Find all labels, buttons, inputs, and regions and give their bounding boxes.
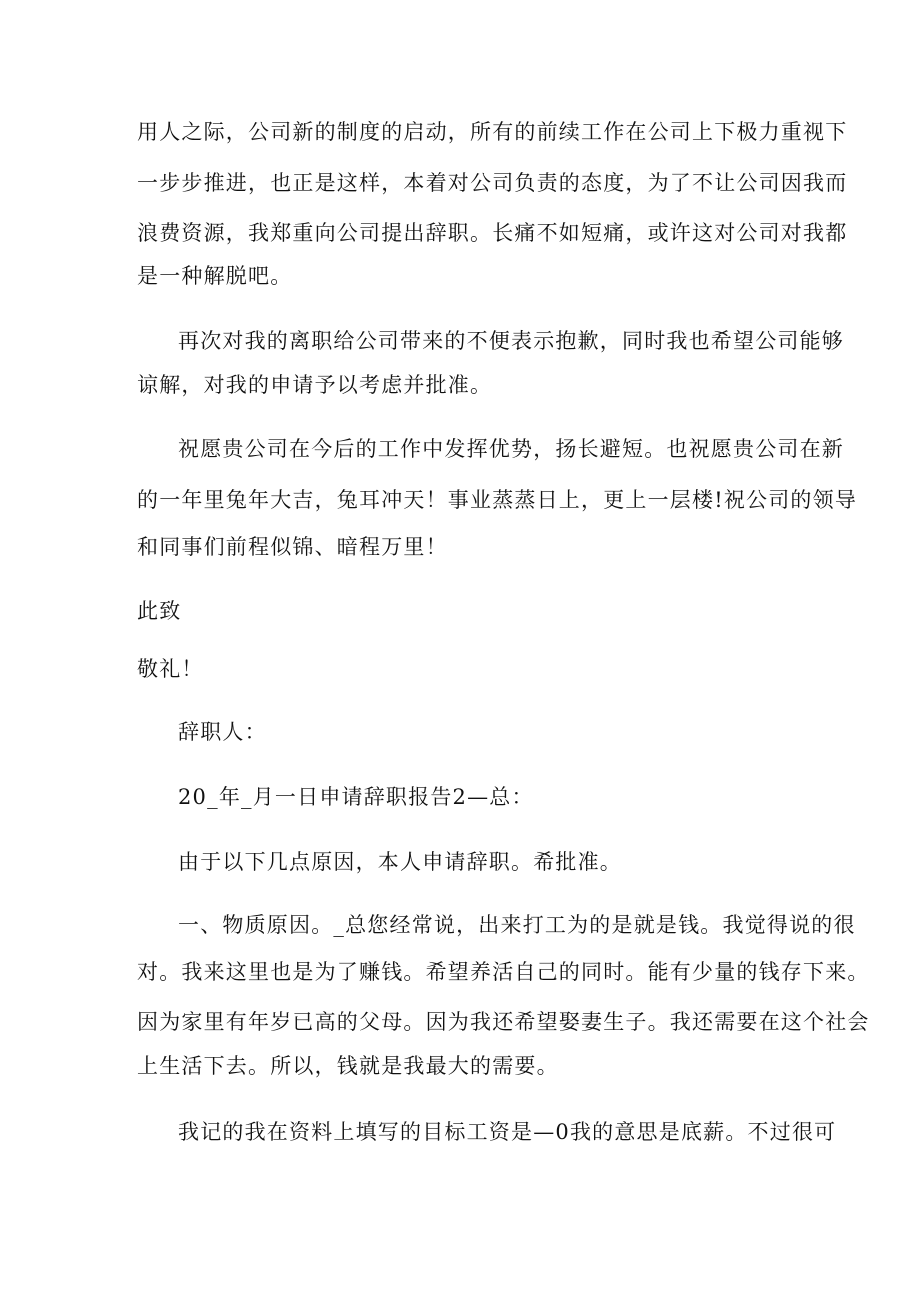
paragraph-line: 和同事们前程似锦、暗程万里！ [137,535,448,559]
paragraph-line: 的一年里兔年大吉，兔耳冲天！事业蒸蒸日上，更上一层楼!祝公司的领导 [137,488,858,512]
paragraph-line: 祝愿贵公司在今后的工作中发挥优势，扬长避短。也祝愿贵公司在新 [178,437,844,461]
paragraph-line: 上生活下去。所以，钱就是我最大的需要。 [137,1054,559,1078]
signature-label: 辞职人： [178,720,267,744]
date-title-line: 20_年_月一日申请辞职报告2—总： [178,785,534,809]
salutation-line: 此致 [137,599,182,623]
paragraph-line: 一、物质原因。_总您经常说，出来打工为的是就是钱。我觉得说的很 [178,913,856,937]
paragraph-line: 由于以下几点原因，本人申请辞职。希批准。 [178,850,622,874]
paragraph-line: 浪费资源，我郑重向公司提出辞职。长痛不如短痛，或许这对公司对我都 [137,221,848,245]
paragraph-line: 用人之际，公司新的制度的启动，所有的前续工作在公司上下极力重视下 [137,120,848,144]
salutation-line: 敬礼！ [137,657,204,681]
paragraph-line: 因为家里有年岁已高的父母。因为我还希望娶妻生子。我还需要在这个社会 [137,1010,870,1034]
paragraph-line: 再次对我的离职给公司带来的不便表示抱歉，同时我也希望公司能够 [178,329,844,353]
paragraph-line: 一步步推进，也正是这样，本着对公司负责的态度，为了不让公司因我而 [137,171,848,195]
paragraph-line: 对。我来这里也是为了赚钱。希望养活自己的同时。能有少量的钱存下来。 [137,960,870,984]
paragraph-line: 我记的我在资料上填写的目标工资是—0我的意思是底薪。不过很可 [178,1120,837,1144]
paragraph-line: 是一种解脱吧。 [137,264,293,288]
paragraph-line: 谅解，对我的申请予以考虑并批准。 [137,373,493,397]
